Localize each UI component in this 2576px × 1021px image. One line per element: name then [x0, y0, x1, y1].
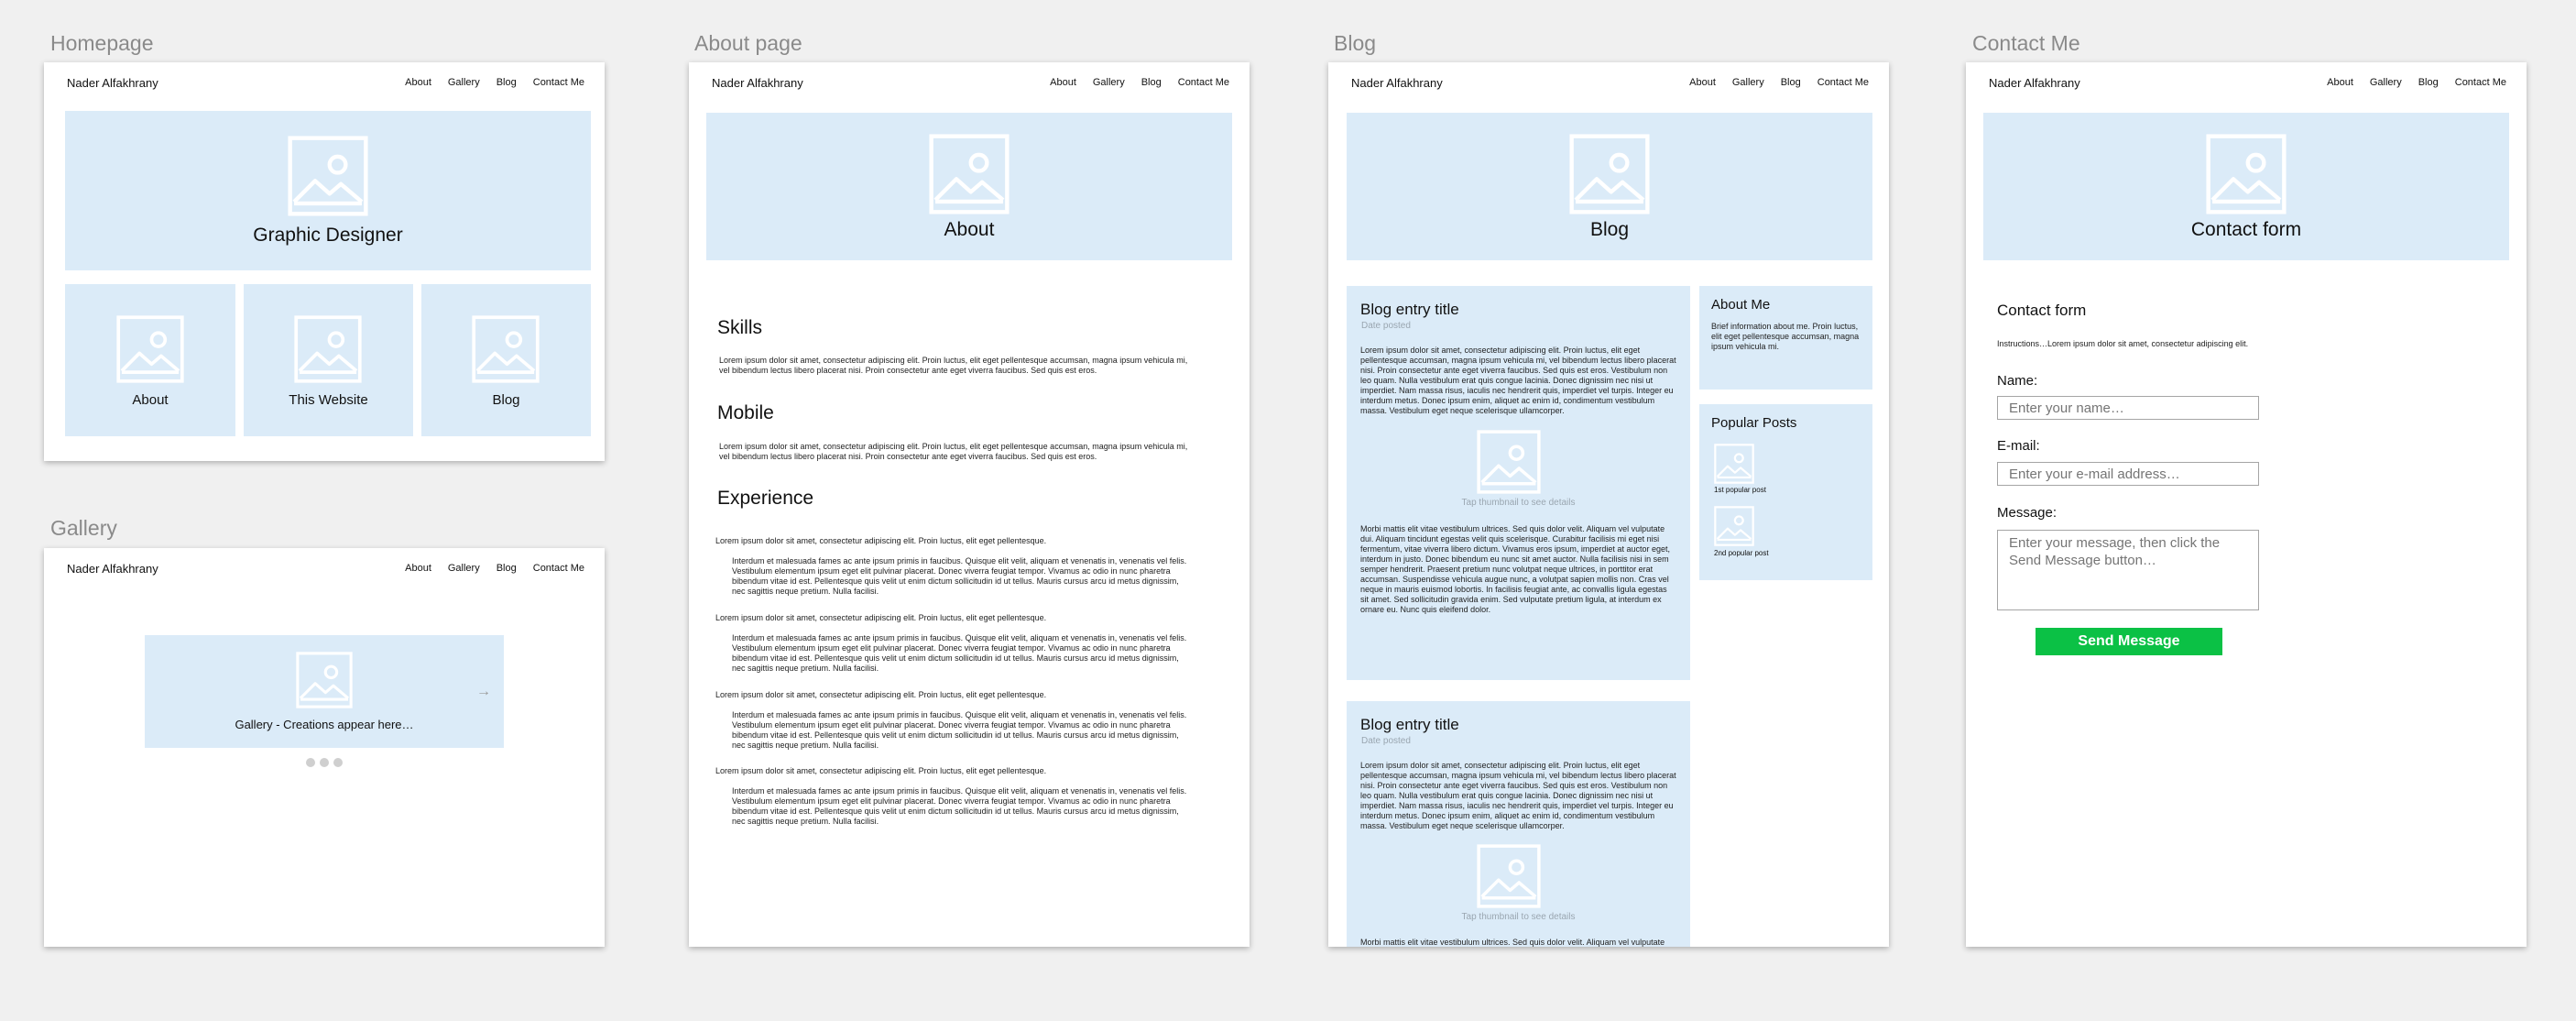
hero-title: Contact form — [2190, 219, 2302, 240]
nav-link-gallery[interactable]: Gallery — [447, 563, 480, 574]
carousel-dot[interactable] — [333, 758, 343, 767]
gallery-slide — [145, 635, 504, 748]
experience-intro: Lorem ipsum dolor sit amet, consectetur adipiscing elit. Proin luctus, elit eget pellentesque. — [715, 690, 1047, 699]
about-me-text: Brief information about me. Proin luctus, elit eget pellentesque accumsan, magna ipsum vehicula mi. — [1711, 322, 1860, 351]
blog-entry — [1347, 286, 1690, 680]
nav-link-about[interactable]: About — [1050, 77, 1076, 88]
experience-intro: Lorem ipsum dolor sit amet, consectetur adipiscing elit. Proin luctus, elit eget pellentesque. — [715, 613, 1047, 622]
blog-entry-title[interactable]: Blog entry title — [1360, 301, 1459, 318]
skills-text: Lorem ipsum dolor sit amet, consectetur adipiscing elit. Proin luctus, elit eget pellentesque accumsan, magna ipsum vehicula mi, vel bibendum lectus libero placerat nisi. Proin consectetur ante eget viverra faucibus. Sed quis est eros. — [719, 356, 1188, 375]
experience-detail: Interdum et malesuada fames ac ante ipsum primis in faucibus. Quisque elit velit, aliquam et venenatis in, venenatis vel felis. Vestibulum elementum ipsum eget elit pulvinar placerat. Donec viverra feugiat tempor. Vivamus ac odio in nunc pharetra bibendum vitae id est. Pellentesque quis velit ut enim dictum sollicitudin id ut tellus. Mauris cursus arcu id metus dignissim, nec sagittis neque pretium. Nulla facilisi. — [732, 556, 1187, 596]
blog-entry-text: Morbi mattis elit vitae vestibulum ultrices. Sed quis dolor velit. Aliquam vel vulputate — [1360, 938, 1665, 947]
form-instructions: Instructions…Lorem ipsum dolor sit amet, consectetur adipiscing elit. — [1997, 339, 2249, 348]
experience-detail: Interdum et malesuada fames ac ante ipsum primis in faucibus. Quisque elit velit, aliquam et venenatis in, venenatis vel felis. Vestibulum elementum ipsum eget elit pulvinar placerat. Donec viverra feugiat tempor. Vivamus ac odio in nunc pharetra bibendum vitae id est. Pellentesque quis velit ut enim dictum sollicitudin id ut tellus. Mauris cursus arcu id metus dignissim, nec sagittis neque pretium. Nulla facilisi. — [732, 786, 1187, 826]
nav-links — [2327, 77, 2506, 88]
about-me-heading: About Me — [1711, 297, 1771, 313]
blog-frame — [1328, 62, 1889, 947]
tap-thumbnail-hint: Tap thumbnail to see details — [1461, 912, 1576, 922]
frame-label-blog: Blog — [1334, 31, 1377, 55]
blog-entry-text: Lorem ipsum dolor sit amet, consectetur adipiscing elit. Proin luctus, elit eget pellentesque accumsan, magna ipsum vehicula mi, vel bibendum lectus libero placerat nisi. Proin consectetur ante eget viverra faucibus. Sed quis est eros. Vestibulum non leo quam. Nulla vestibulum erat quis congue lacinia. Donec dignissim nec nisi ut imperdiet. Nam massa risus, iaculis nec hendrerit quis, imperdiet vel turpis. Integer eu interdum metus. Donec ipsum enim, aliquet ac enim id, condimentum vestibulum massa. Vestibulum eget neque scelerisque ullamcorper. — [1360, 761, 1676, 830]
nav-link-contact[interactable]: Contact Me — [1817, 77, 1869, 88]
navbar — [1966, 62, 2527, 108]
gallery-frame — [44, 548, 605, 947]
card-title: About — [132, 392, 169, 408]
hero-title: About — [944, 219, 995, 240]
card-title: Blog — [492, 392, 520, 408]
brand-name[interactable]: Nader Alfakhrany — [67, 76, 158, 90]
image-icon — [472, 315, 540, 383]
navbar — [1328, 62, 1889, 108]
image-icon — [116, 315, 184, 383]
mobile-heading: Mobile — [717, 402, 774, 423]
nav-link-contact[interactable]: Contact Me — [532, 77, 584, 88]
nav-link-gallery[interactable]: Gallery — [2369, 77, 2402, 88]
image-icon[interactable] — [1477, 844, 1541, 908]
blog-entry-date: Date posted — [1361, 321, 1411, 331]
nav-link-about[interactable]: About — [405, 563, 431, 574]
name-input[interactable] — [1997, 396, 2259, 420]
gallery-caption: Gallery - Creations appear here… — [235, 718, 414, 731]
about-frame — [689, 62, 1250, 947]
navbar — [44, 548, 605, 594]
image-icon — [288, 136, 368, 216]
nav-link-contact[interactable]: Contact Me — [1177, 77, 1229, 88]
brand-name[interactable]: Nader Alfakhrany — [712, 76, 803, 90]
email-input[interactable] — [1997, 462, 2259, 486]
name-label: Name: — [1997, 373, 2038, 389]
contact-frame — [1966, 62, 2527, 947]
nav-link-contact[interactable]: Contact Me — [532, 563, 584, 574]
send-message-button[interactable]: Send Message — [2036, 628, 2222, 655]
frame-label-gallery: Gallery — [50, 516, 117, 540]
brand-name[interactable]: Nader Alfakhrany — [1989, 76, 2080, 90]
image-icon — [929, 134, 1010, 214]
card-blog[interactable] — [421, 284, 591, 436]
popular-post-link[interactable]: 1st popular post — [1714, 486, 1766, 494]
experience-intro: Lorem ipsum dolor sit amet, consectetur adipiscing elit. Proin luctus, elit eget pellentesque. — [715, 536, 1047, 545]
popular-post-link[interactable]: 2nd popular post — [1714, 549, 1769, 557]
message-label: Message: — [1997, 505, 2058, 521]
blog-entry — [1347, 701, 1690, 947]
form-heading: Contact form — [1997, 302, 2087, 319]
experience-detail: Interdum et malesuada fames ac ante ipsum primis in faucibus. Quisque elit velit, aliquam et venenatis in, venenatis vel felis. Vestibulum elementum ipsum eget elit pulvinar placerat. Donec viverra feugiat tempor. Vivamus ac odio in nunc pharetra bibendum vitae id est. Pellentesque quis velit ut enim dictum sollicitudin id ut tellus. Mauris cursus arcu id metus dignissim, nec sagittis neque pretium. Nulla facilisi. — [732, 710, 1187, 750]
blog-entry-text: Morbi mattis elit vitae vestibulum ultrices. Sed quis dolor velit. Aliquam vel vulputate dui. Aliquam tincidunt egestas velit quis scelerisque. Curabitur facilisis mi eget nisi fermentum, vitae viverra libero dictum. Vivamus eros ipsum, imperdiet at auctor eget, interdum in justo. Donec bibendum eu nunc sit amet auctor. Nulla facilisis nisi in sem semper hendrerit. Praesent pretium nunc volutpat neque ultrices, in porttitor erat accumsan. Suspendisse vehicula augue nunc, a volutpat sapien mollis non. Cras vel neque in mauris euismod lobortis. In facilisis feugiat ante, ac convallis ligula egestas sit amet. Sed sollicitudin gravida enim. Sed vulputate pretium ligula, at interdum ex ornare eu. Nunc quis eleifend dolor. — [1360, 524, 1670, 614]
nav-link-gallery[interactable]: Gallery — [1092, 77, 1125, 88]
experience-heading: Experience — [717, 488, 814, 509]
brand-name[interactable]: Nader Alfakhrany — [1351, 76, 1443, 90]
hero-title: Blog — [1589, 219, 1630, 240]
nav-links — [405, 563, 584, 574]
hero-banner — [706, 113, 1232, 260]
nav-link-blog[interactable]: Blog — [496, 563, 517, 574]
popular-posts-widget — [1699, 404, 1872, 580]
carousel-dot[interactable] — [306, 758, 315, 767]
frame-label-homepage: Homepage — [50, 31, 154, 55]
card-title: This Website — [289, 392, 368, 408]
arrow-right-icon[interactable]: → — [476, 684, 491, 699]
image-icon[interactable] — [1714, 444, 1754, 484]
image-icon[interactable] — [1714, 506, 1754, 546]
image-icon — [2206, 134, 2287, 214]
frame-label-about: About page — [694, 31, 802, 55]
card-this-website[interactable] — [244, 284, 413, 436]
nav-links — [405, 77, 584, 88]
carousel-dot[interactable] — [320, 758, 329, 767]
hero-banner — [1347, 113, 1872, 260]
image-icon — [296, 652, 353, 708]
nav-link-about[interactable]: About — [2327, 77, 2353, 88]
homepage-frame — [44, 62, 605, 461]
nav-link-contact[interactable]: Contact Me — [2454, 77, 2506, 88]
message-textarea[interactable] — [1997, 530, 2259, 610]
nav-link-blog[interactable]: Blog — [1141, 77, 1162, 88]
nav-link-about[interactable]: About — [405, 77, 431, 88]
tap-thumbnail-hint: Tap thumbnail to see details — [1461, 498, 1576, 508]
image-icon[interactable] — [1477, 430, 1541, 494]
blog-entry-title[interactable]: Blog entry title — [1360, 716, 1459, 733]
nav-link-about[interactable]: About — [1689, 77, 1716, 88]
hero-banner — [65, 111, 591, 270]
experience-intro: Lorem ipsum dolor sit amet, consectetur adipiscing elit. Proin luctus, elit eget pellentesque. — [715, 766, 1047, 775]
mobile-text: Lorem ipsum dolor sit amet, consectetur adipiscing elit. Proin luctus, elit eget pellentesque accumsan, magna ipsum vehicula mi, vel bibendum lectus libero placerat nisi. Proin consectetur ante eget viverra faucibus. Sed quis est eros. — [719, 442, 1188, 461]
brand-name[interactable]: Nader Alfakhrany — [67, 562, 158, 576]
navbar — [44, 62, 605, 108]
experience-detail: Interdum et malesuada fames ac ante ipsum primis in faucibus. Quisque elit velit, aliquam et venenatis in, venenatis vel felis. Vestibulum elementum ipsum eget elit pulvinar placerat. Donec viverra feugiat tempor. Vivamus ac odio in nunc pharetra bibendum vitae id est. Pellentesque quis velit ut enim dictum sollicitudin id ut tellus. Mauris cursus arcu id metus dignissim, nec sagittis neque pretium. Nulla facilisi. — [732, 633, 1187, 673]
about-me-widget — [1699, 286, 1872, 390]
nav-link-blog[interactable]: Blog — [1780, 77, 1801, 88]
nav-links — [1050, 77, 1229, 88]
nav-links — [1689, 77, 1869, 88]
popular-posts-heading: Popular Posts — [1711, 415, 1797, 431]
skills-heading: Skills — [717, 317, 763, 338]
image-icon — [1569, 134, 1650, 214]
card-about[interactable] — [65, 284, 235, 436]
hero-banner — [1983, 113, 2509, 260]
hero-title: Graphic Designer — [253, 225, 403, 246]
blog-entry-text: Lorem ipsum dolor sit amet, consectetur adipiscing elit. Proin luctus, elit eget pellentesque accumsan, magna ipsum vehicula mi, vel bibendum lectus libero placerat nisi. Proin consectetur ante eget viverra faucibus. Sed quis est eros. Vestibulum non leo quam. Nulla vestibulum erat quis congue lacinia. Donec dignissim nec nisi ut imperdiet. Nam massa risus, iaculis nec hendrerit quis, imperdiet vel turpis. Integer eu interdum metus. Donec ipsum enim, aliquet ac enim id, condimentum vestibulum massa. Vestibulum eget neque scelerisque ullamcorper. — [1360, 346, 1676, 415]
image-icon — [294, 315, 362, 383]
blog-entry-date: Date posted — [1361, 736, 1411, 746]
nav-link-gallery[interactable]: Gallery — [1731, 77, 1764, 88]
frame-label-contact: Contact Me — [1972, 31, 2080, 55]
navbar — [689, 62, 1250, 108]
email-label: E-mail: — [1997, 438, 2040, 454]
nav-link-blog[interactable]: Blog — [496, 77, 517, 88]
nav-link-blog[interactable]: Blog — [2418, 77, 2439, 88]
nav-link-gallery[interactable]: Gallery — [447, 77, 480, 88]
